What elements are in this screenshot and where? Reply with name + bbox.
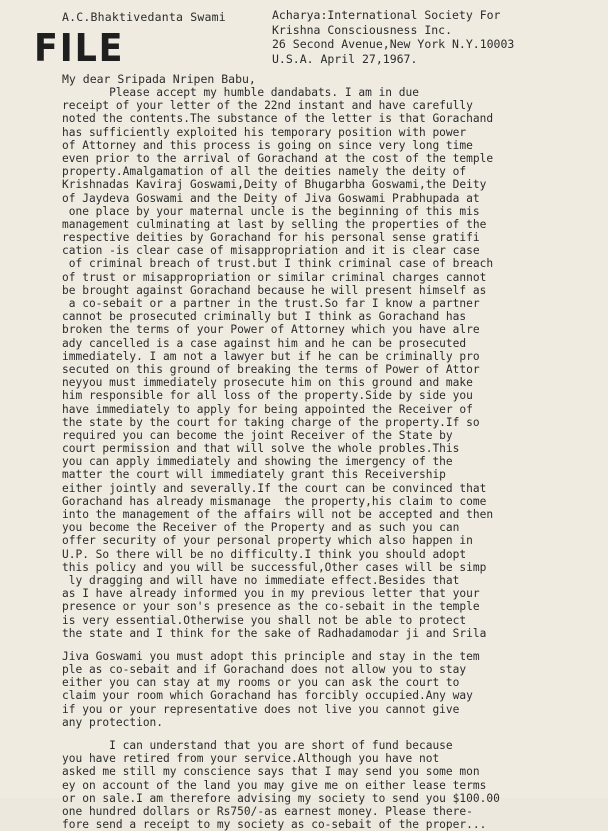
body-line: you can apply immediately and showing the imergency of the <box>62 455 453 469</box>
body-line: ple as co-sebait and if Gorachand does not allow you to stay <box>62 663 467 677</box>
body-line: matter the court will immediately grant this Receivership <box>62 468 446 482</box>
body-line: of Attorney and this process is going on since very long time <box>62 138 473 152</box>
body-line: one hundred dollars or Rs750/-as earnest money. Please there- <box>62 804 473 818</box>
body-line: ly dragging and will have no immediate effect.Besides that <box>62 573 460 587</box>
body-line: U.P. So there will be no difficulty.I think you should adopt <box>62 547 467 561</box>
body-line: secuted on this ground of breaking the terms of Power of Attor <box>62 362 480 376</box>
body-line: the state by the court for taking charge of the property.If so <box>62 415 480 429</box>
body-line: as I have already informed you in my previous letter that your <box>62 587 480 601</box>
body-line: the state and I think for the sake of Radhadamodar ji and Srila <box>62 626 487 640</box>
body-line: court permission and that will solve the whole probles.This <box>62 442 460 456</box>
body-line: any protection. <box>62 715 164 729</box>
body-line: broken the terms of your Power of Attorney which you have alre <box>62 323 480 337</box>
body-line: ady cancelled is a case against him and he can be prosecuted <box>62 336 467 350</box>
body-line: of trust or misappropriation or similar criminal charges cannot <box>62 270 487 284</box>
body-line: noted the contents.The substance of the letter is that Gorachand <box>62 112 494 126</box>
file-stamp: FILE <box>34 26 125 70</box>
body-line: Gorachand has already mismanage the property,his claim to come <box>62 494 487 508</box>
letterhead-date: U.S.A. April 27,1967. <box>272 51 418 66</box>
body-line: is very essential.Otherwise you shall not be able to protect <box>62 613 467 627</box>
body-line: Jiva Goswami you must adopt this principle and stay in the tem <box>62 649 480 663</box>
body-line: or on sale.I am therefore advising my society to send you $100.00 <box>62 791 500 805</box>
letter-body <box>62 86 602 831</box>
body-line: claim your room which Gorachand has forcibly occupied.Any way <box>62 689 473 703</box>
body-line: cation -is clear case of misappropriation and it is clear case <box>62 244 480 258</box>
body-line: this policy and you will be successful,Other cases will be simp <box>62 560 487 574</box>
body-paragraph <box>62 86 602 640</box>
letterhead-line: Krishna Consciousness Inc. <box>272 22 453 37</box>
body-line: into the management of the affairs will not be accepted and then <box>62 508 494 521</box>
letterhead <box>272 8 514 66</box>
body-line: presence or your son's presence as the co-sebait in the temple <box>62 600 480 614</box>
letterhead-line: Acharya:International Society For <box>272 8 501 22</box>
body-paragraph <box>62 650 602 729</box>
body-line: Please accept my humble dandabats. I am in due <box>62 86 419 99</box>
body-line: be brought against Gorachand because he will present himself as <box>62 283 487 297</box>
paragraph-gap <box>62 640 602 650</box>
body-line: neyyou must immediately prosecute him on this ground and make <box>62 376 473 390</box>
body-line: either you can stay at my rooms or you can ask the court to <box>62 676 460 690</box>
body-line: have immediately to apply for being appointed the Receiver of <box>62 402 473 416</box>
body-line: a co-sebait or a partner in the trust.So far I know a partner <box>62 297 480 310</box>
body-line: I can understand that you are short of fund because <box>62 739 453 752</box>
body-line: management culminating at last by selling the properties of the <box>62 217 487 231</box>
body-line: respective deities by Gorachand for his personal sense gratifi <box>62 231 480 245</box>
body-line: him responsible for all loss of the property.Side by side you <box>62 389 473 403</box>
body-line: offer security of your personal property which also happen in <box>62 534 473 548</box>
letterhead-line: 26 Second Avenue,New York N.Y.10003 <box>272 37 515 51</box>
body-line: Krishnadas Kaviraj Goswami,Deity of Bhugarbha Goswami,the Deity <box>62 178 487 192</box>
sender-name: A.C.Bhaktivedanta Swami <box>62 10 226 24</box>
body-line: if you or your representative does not live you cannot give <box>62 702 460 716</box>
body-line: required you can become the joint Receiver of the State by <box>62 428 453 442</box>
body-paragraph <box>62 739 602 831</box>
body-line: you have retired from your service.Although you have not <box>62 752 440 766</box>
body-line: one place by your maternal uncle is the beginning of this mis <box>62 204 480 218</box>
paragraph-gap <box>62 729 602 739</box>
body-line: ey on account of the land you may give me on either lease terms <box>62 778 487 792</box>
body-line: asked me still my conscience says that I may send you some mon <box>62 765 480 779</box>
body-line: of criminal breach of trust.but I think criminal case of breach <box>62 257 494 271</box>
body-line: receipt of your letter of the 22nd instant and have carefully <box>62 99 473 113</box>
body-line: even prior to the arrival of Gorachand at the cost of the temple <box>62 151 494 165</box>
body-line: cannot be prosecuted criminally but I think as Gorachand has <box>62 310 467 324</box>
body-line: of Jaydeva Goswami and the Deity of Jiva Goswami Prabhupada at <box>62 191 480 205</box>
salutation: My dear Sripada Nripen Babu, <box>62 72 256 86</box>
body-line: has sufficiently exploited his temporary position with power <box>62 125 467 139</box>
body-line: fore send a receipt to my society as co-sebait of the proper... <box>62 818 487 831</box>
body-line: immediately. I am not a lawyer but if he can be criminally pro <box>62 349 480 363</box>
body-line: property.Amalgamation of all the deities namely the deity of <box>62 165 467 179</box>
body-line: you become the Receiver of the Property and as such you can <box>62 521 460 535</box>
body-line: either jointly and severally.If the court can be convinced that <box>62 481 487 495</box>
